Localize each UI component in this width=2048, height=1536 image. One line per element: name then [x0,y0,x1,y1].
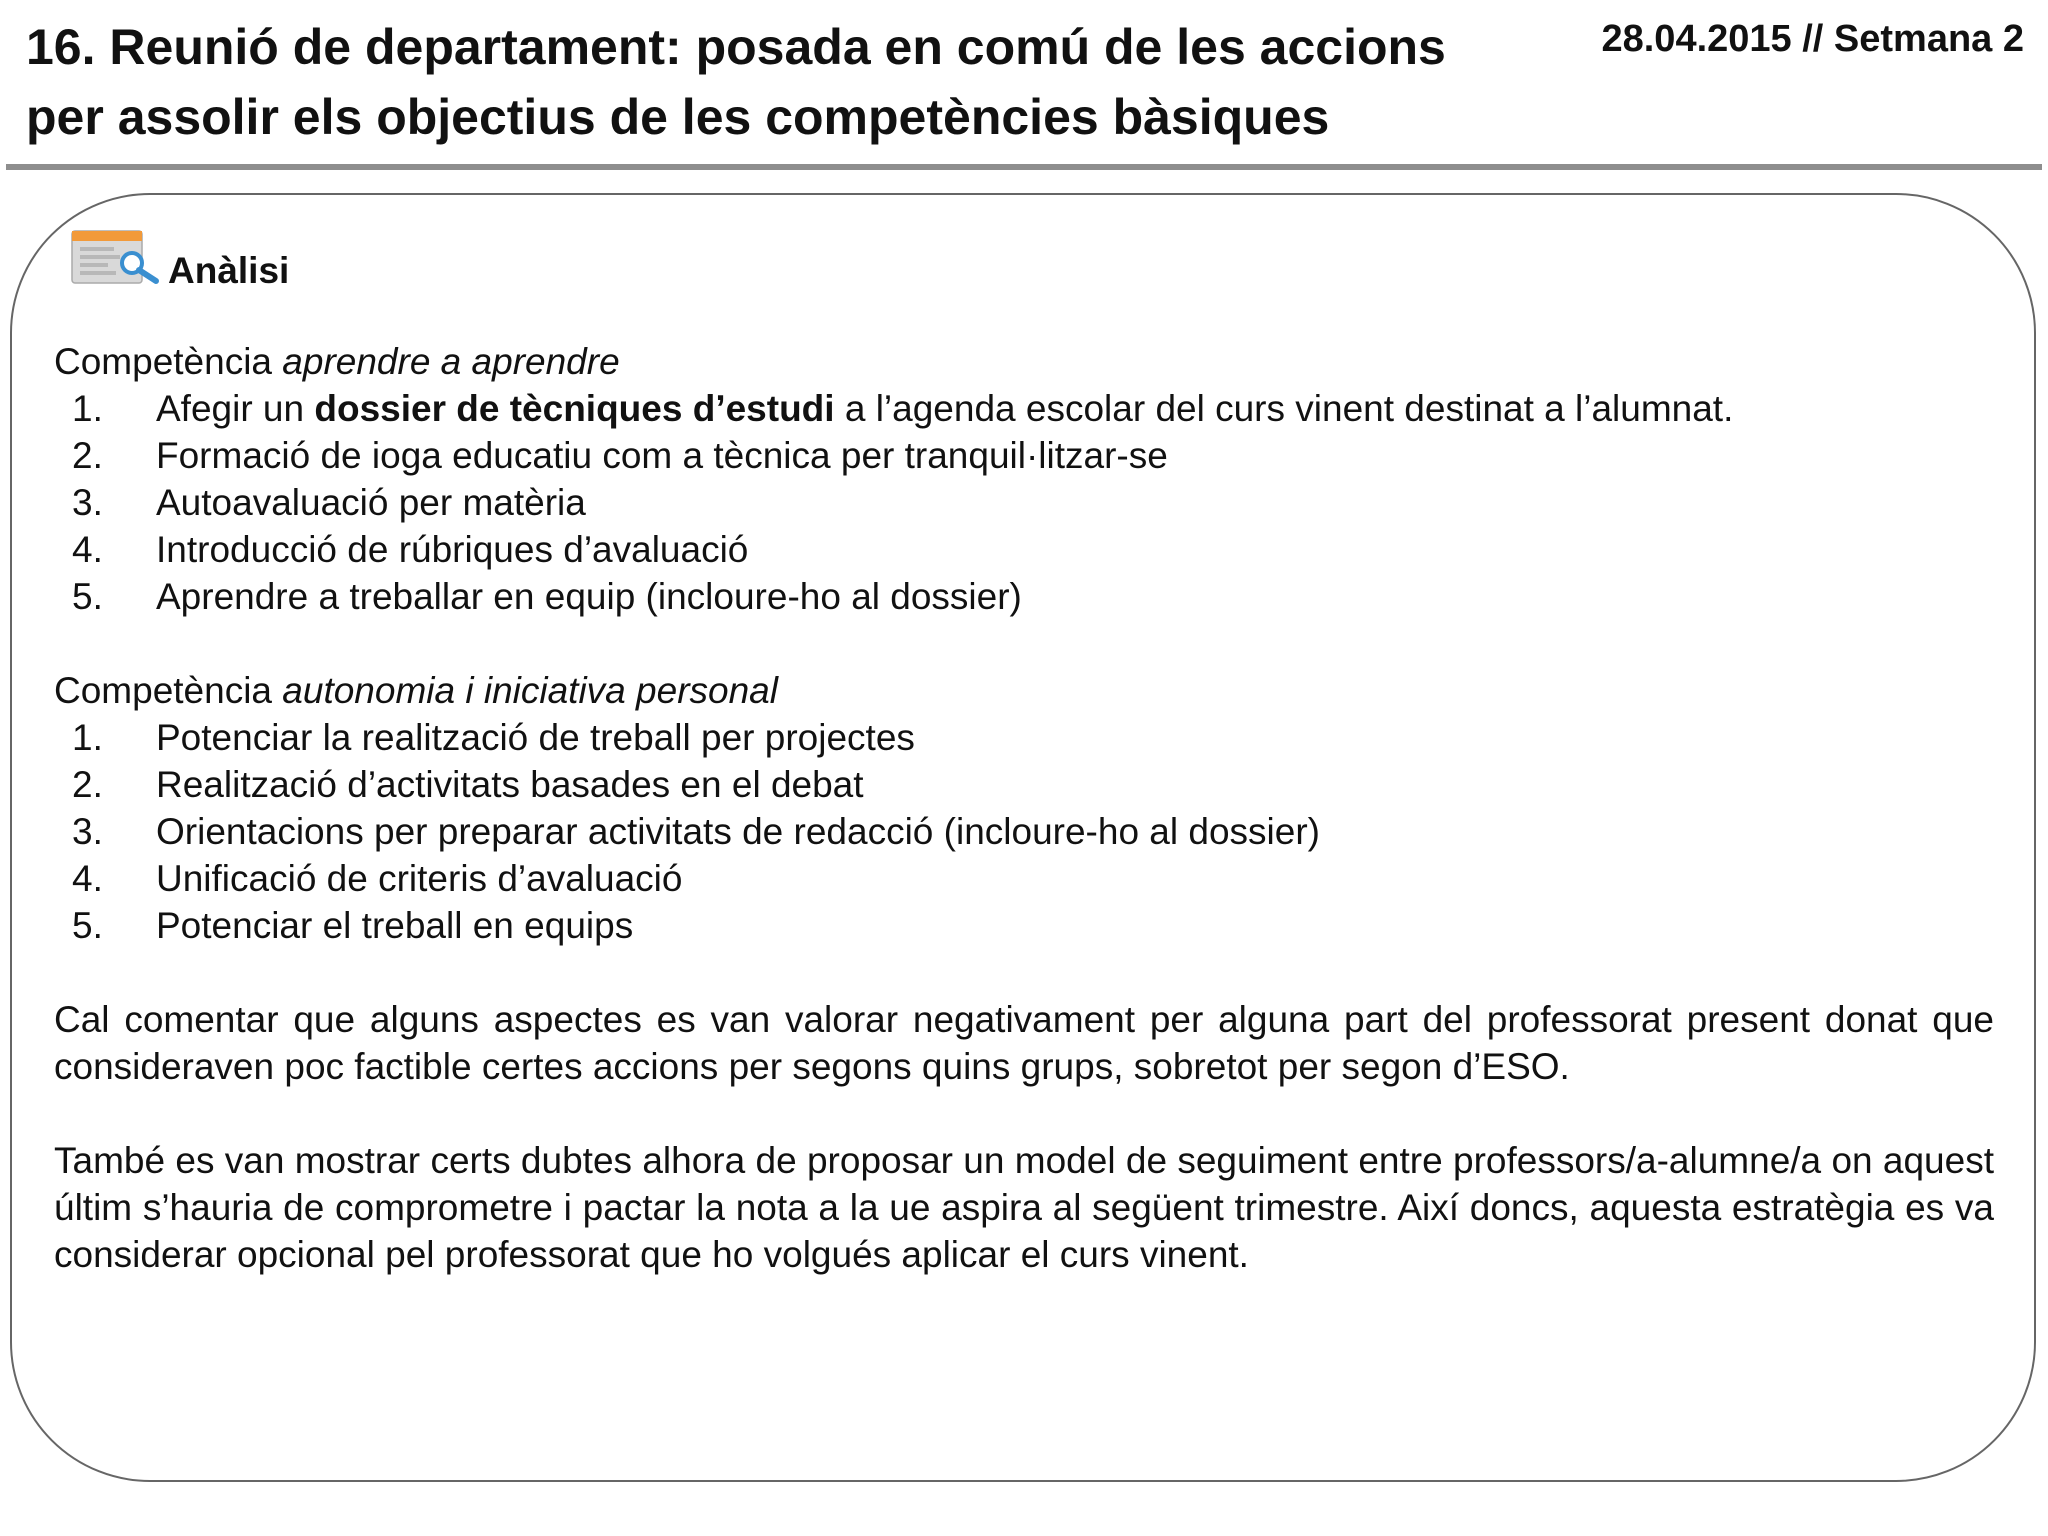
list-number: 4. [72,529,103,570]
list-item [54,479,1994,526]
competency-name: autonomia i iniciativa personal [282,670,778,711]
list-number: 3. [72,811,103,852]
list-item [54,714,1994,761]
list-text: Autoavaluació per matèria [156,482,586,523]
list-item [54,902,1994,949]
list-text: Potenciar la realització de treball per projectes [156,717,915,758]
list-number: 5. [72,905,103,946]
analysis-body [54,338,1994,1278]
list-text: Orientacions per preparar activitats de redacció (incloure-ho al dossier) [156,811,1320,852]
page-title [26,12,1526,152]
meeting-date: 28.04.2015 // Setmana 2 [1601,18,2024,60]
list-text: Afegir un dossier de tècniques d’estudi a l’agenda escolar del curs vinent destinat a l’alumnat. [156,388,1734,429]
list-text: Realització d’activitats basades en el debat [156,764,864,805]
list-text: Introducció de rúbriques d’avaluació [156,529,749,570]
list-number: 5. [72,576,103,617]
list-number: 4. [72,858,103,899]
emphasis: dossier de tècniques d’estudi [314,388,835,429]
competency-name: aprendre a aprendre [282,341,620,382]
list-item [54,808,1994,855]
competency-prefix: Competència [54,341,283,382]
section-label: Anàlisi [168,250,290,291]
list-item [54,385,1994,432]
list-text: Formació de ioga educatiu com a tècnica per tranquil·litzar-se [156,435,1168,476]
analysis-document-icon [70,225,166,287]
comment-paragraph: Cal comentar que alguns aspectes es van valorar negativament per alguna part del professorat present donat que consideraven poc factible certes accions per segons quins grups, sobretot per segon d’ESO. [54,999,1994,1087]
list-number: 1. [72,388,103,429]
list-item [54,761,1994,808]
list-item [54,573,1994,620]
competency-prefix: Competència [54,670,283,711]
competency-heading [54,667,1994,714]
list-text: Potenciar el treball en equips [156,905,634,946]
list-number: 3. [72,482,103,523]
list-item [54,526,1994,573]
list-text: Unificació de criteris d’avaluació [156,858,683,899]
list-number: 2. [72,435,103,476]
header-divider [6,164,2042,170]
page-title-line-2: per assolir els objectius de les competències bàsiques [26,89,1330,145]
list-text: Aprendre a treballar en equip (incloure-ho al dossier) [156,576,1022,617]
competency-heading [54,338,1994,385]
list-item [54,432,1994,479]
list-number: 2. [72,764,103,805]
page-title-line-1: 16. Reunió de departament: posada en comú de les accions [26,19,1446,75]
list-item [54,855,1994,902]
comment-paragraph: També es van mostrar certs dubtes alhora de proposar un model de seguiment entre professors/a-alumne/a on aquest últim s’hauria de comprometre i pactar la nota a la ue aspira al següent trimestre. Així doncs, aquesta estratègia es va considerar opcional pel professorat que ho volgués aplicar el curs vinent. [54,1140,1994,1275]
list-number: 1. [72,717,103,758]
